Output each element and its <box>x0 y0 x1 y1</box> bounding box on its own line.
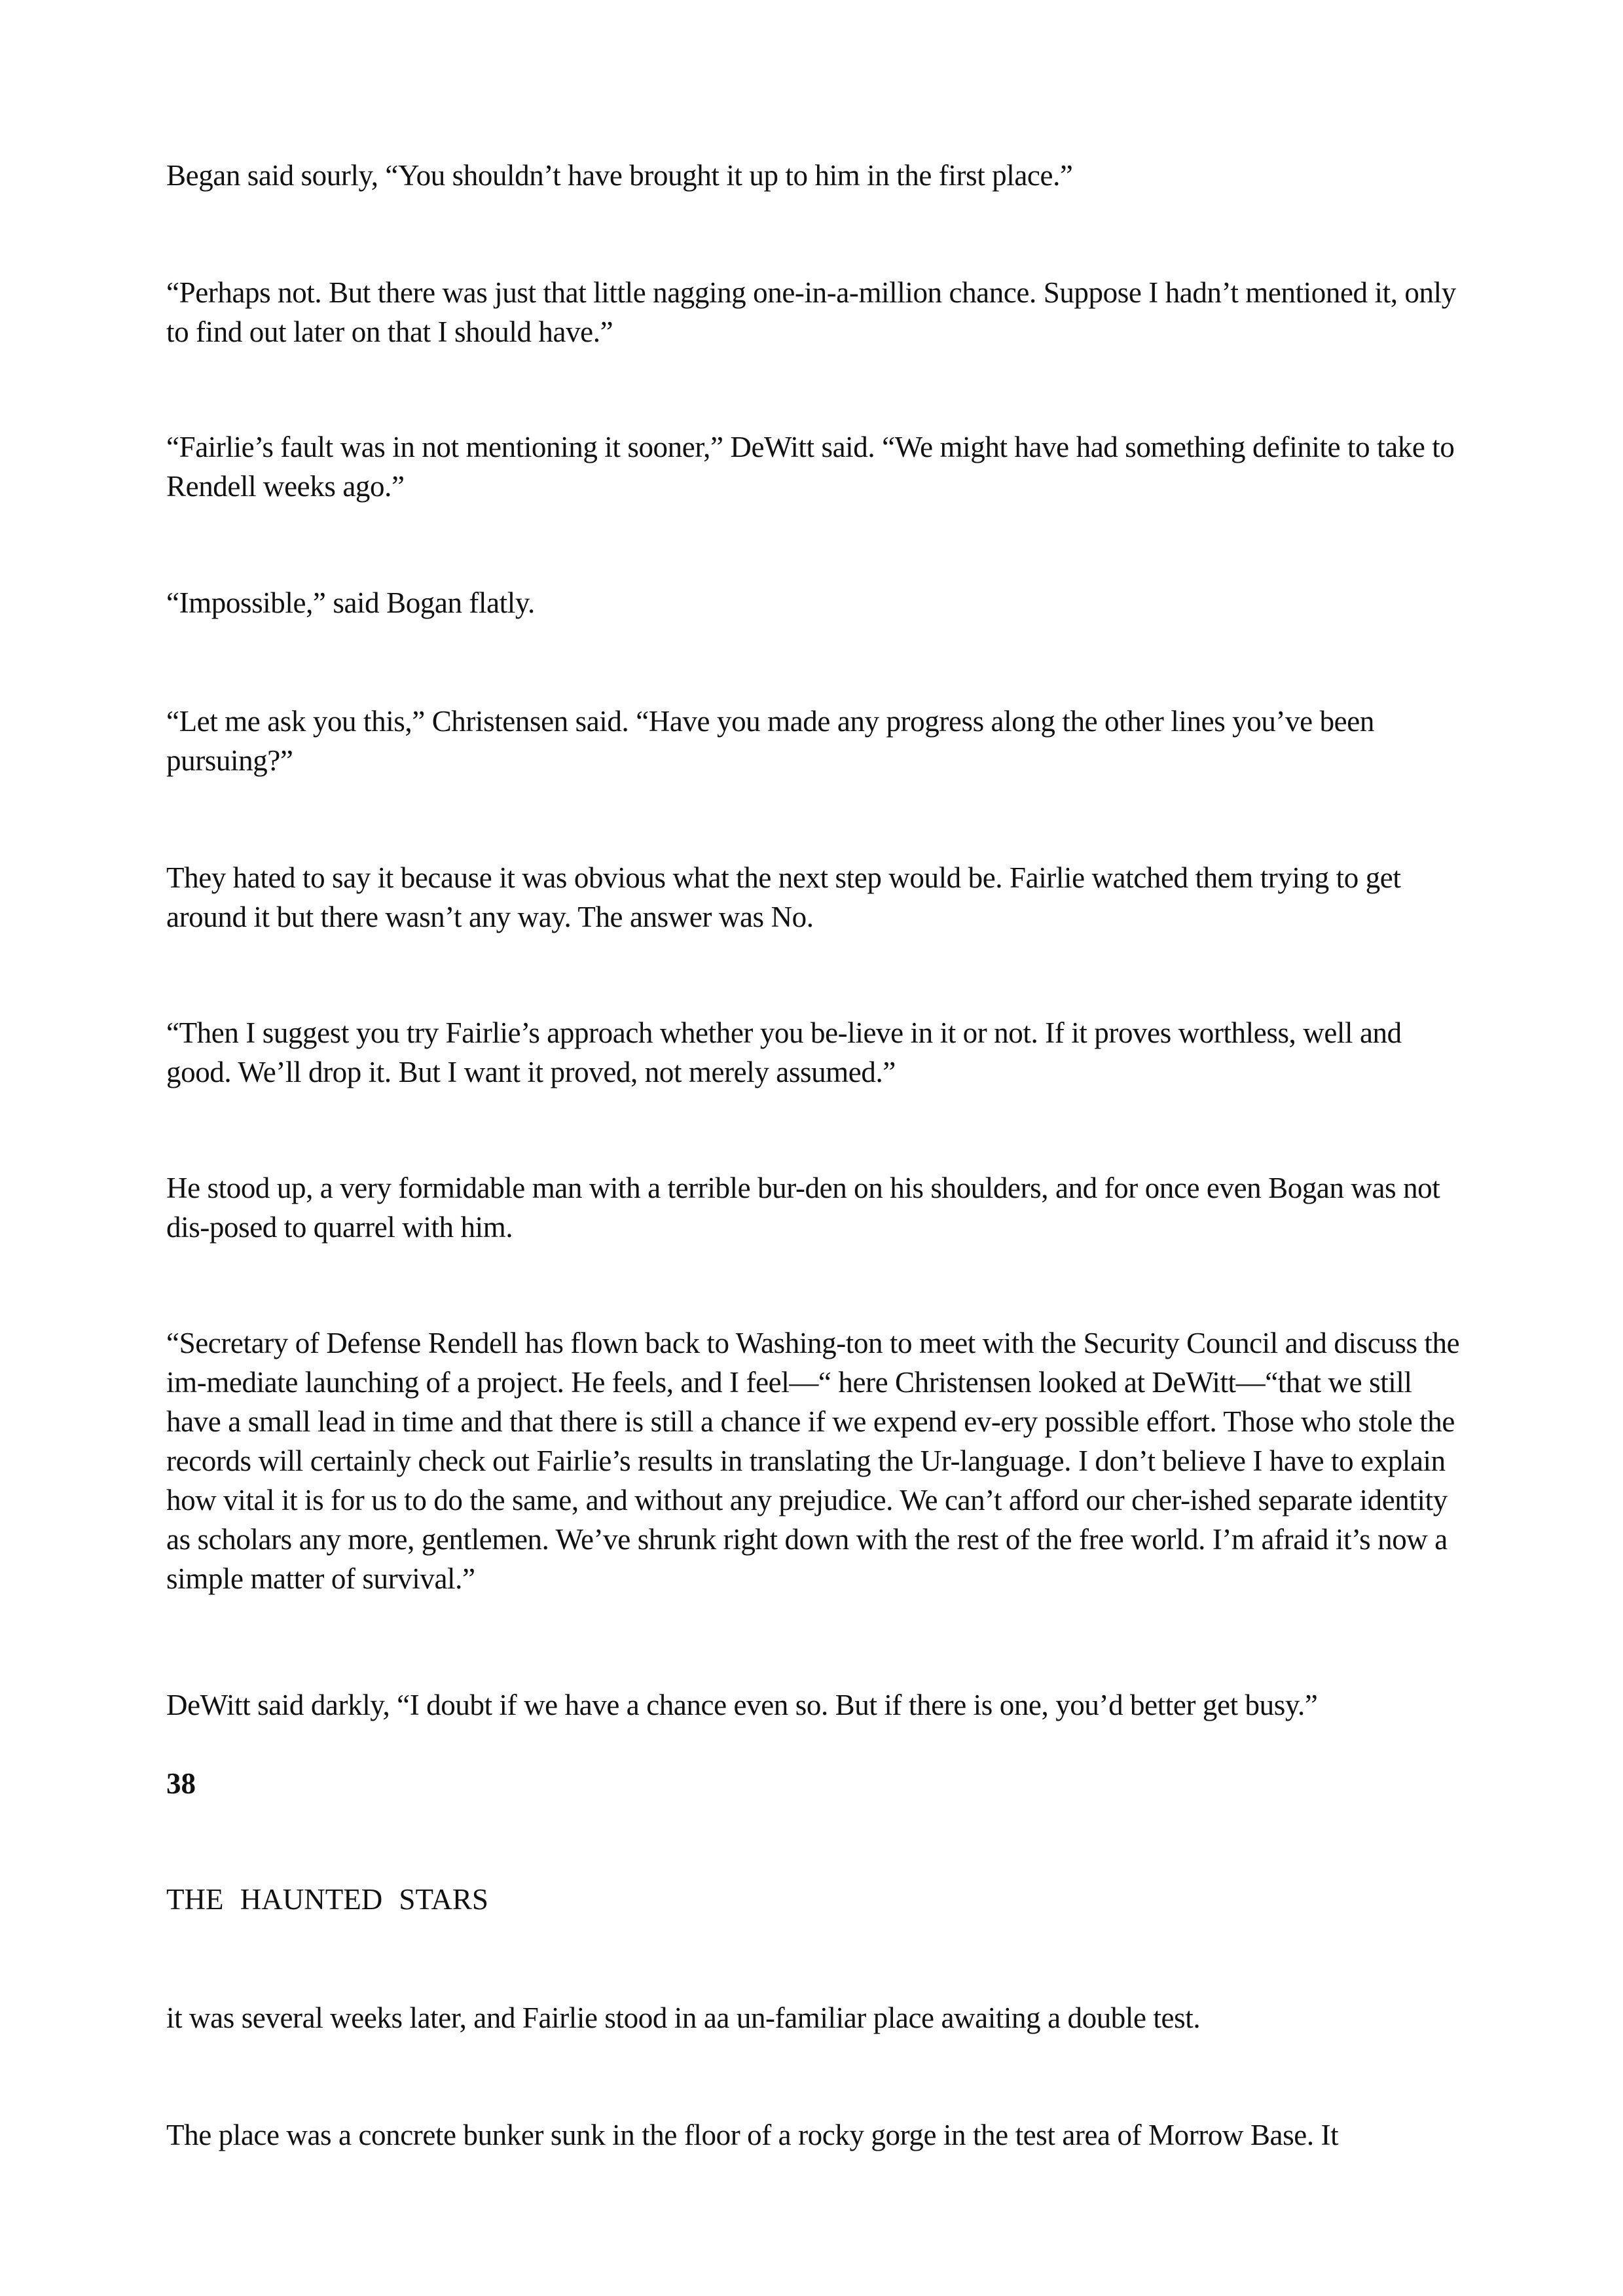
page-number: 38 <box>166 1767 196 1800</box>
paragraph-11: it was several weeks later, and Fairlie stood in aa un-familiar place awaiting a double test. <box>166 2001 1201 2034</box>
paragraph-8: He stood up, a very formidable man with a terrible bur-den on his shoulders, and for once even Bogan was not dis-posed to quarrel with him. <box>166 1172 1440 1244</box>
paragraph-6: They hated to say it because it was obvious what the next step would be. Fairlie watched them trying to get around it but there wasn’t any way. The answer was No. <box>166 861 1401 933</box>
paragraph-4: “Impossible,” said Bogan flatly. <box>166 586 535 619</box>
running-head: THE HAUNTED STARS <box>166 1883 488 1916</box>
paragraph-2: “Perhaps not. But there was just that little nagging one-in-a-million chance. Suppose I hadn’t mentioned it, only to find out later on that I should have.” <box>166 276 1456 348</box>
paragraph-12: The place was a concrete bunker sunk in the floor of a rocky gorge in the test area of Morrow Base. It <box>166 2119 1339 2151</box>
paragraph-5: “Let me ask you this,” Christensen said. “Have you made any progress along the other lines you’ve been pursuing?” <box>166 705 1374 777</box>
paragraph-10: DeWitt said darkly, “I doubt if we have a chance even so. But if there is one, you’d better get busy.” <box>166 1689 1318 1721</box>
paragraph-1: Began said sourly, “You shouldn’t have brought it up to him in the first place.” <box>166 159 1073 192</box>
paragraph-9: “Secretary of Defense Rendell has flown back to Washing-ton to meet with the Security Council and discuss the im-mediate launching of a project. He feels, and I feel—“ here Christensen looked at DeWitt—“that we still have a small lead in time and that there is still a chance if we expend ev-ery possible effort. Those who stole the records will certainly check out Fairlie’s results in translating the Ur-language. I don’t believe I have to explain how vital it is for us to do the same, and without any prejudice. We can’t afford our cher-ished separate identity as scholars any more, gentlemen. We’ve shrunk right down with the rest of the free world. I’m afraid it’s now a simple matter of survival.” <box>166 1327 1460 1595</box>
paragraph-3: “Fairlie’s fault was in not mentioning it sooner,” DeWitt said. “We might have had something definite to take to Rendell weeks ago.” <box>166 431 1455 503</box>
paragraph-7: “Then I suggest you try Fairlie’s approach whether you be-lieve in it or not. If it proves worthless, well and good. We’ll drop it. But I want it proved, not merely assumed.” <box>166 1016 1402 1088</box>
